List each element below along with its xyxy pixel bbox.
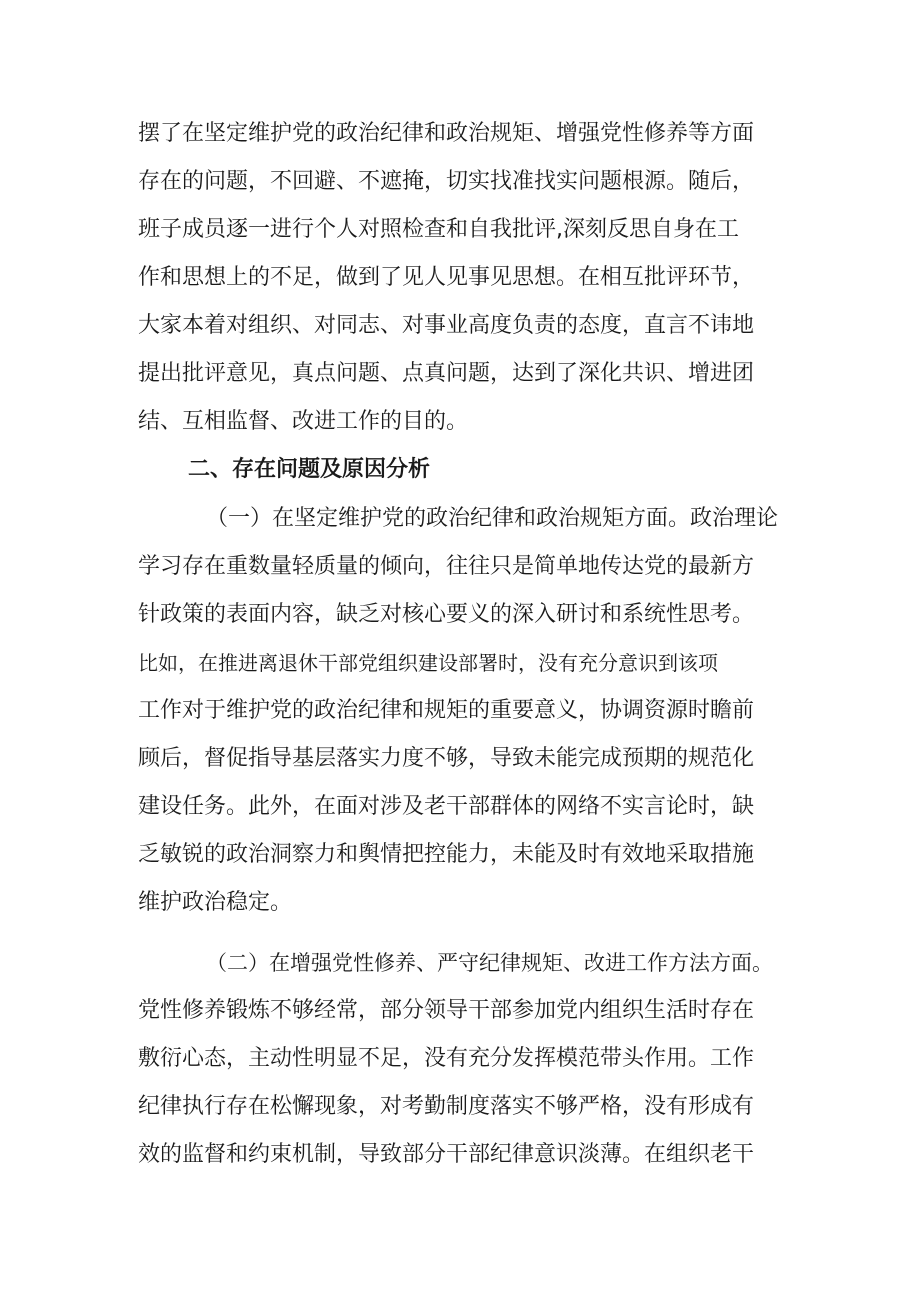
text-line: （一）在坚定维护党的政治纪律和政治规矩方面。政治理论 <box>206 506 779 531</box>
text-line: 结、互相监督、改进工作的目的。 <box>138 409 469 434</box>
text-line: 提出批评意见，真点问题、点真问题，达到了深化共识、增进团 <box>138 361 755 386</box>
section-heading: 二、存在问题及原因分析 <box>188 457 431 482</box>
text-line: （二）在增强党性修养、严守纪律规矩、改进工作方法方面。 <box>206 951 773 975</box>
text-line: 敷衍心态，主动性明显不足，没有充分发挥模范带头作用。工作 <box>138 1046 755 1071</box>
text-line: 学习存在重数量轻质量的倾向，往往只是简单地传达党的最新方 <box>138 554 755 579</box>
text-line: 作和思想上的不足，做到了见人见事见思想。在相互批评环节， <box>138 265 755 290</box>
text-line: 存在的问题，不回避、不遮掩，切实找准找实问题根源。随后， <box>138 169 755 194</box>
text-line: 效的监督和约束机制，导致部分干部纪律意识淡薄。在组织老干 <box>138 1142 755 1167</box>
text-line: 纪律执行存在松懈现象，对考勤制度落实不够严格，没有形成有 <box>138 1094 755 1119</box>
text-line: 顾后，督促指导基层落实力度不够，导致未能完成预期的规范化 <box>138 746 755 771</box>
text-line: 维护政治稳定。 <box>138 890 293 915</box>
text-line: 大家本着对组织、对同志、对事业高度负责的态度，直言不讳地 <box>138 313 755 338</box>
text-line: 针政策的表面内容，缺乏对核心要义的深入研讨和系统性思考。 <box>138 602 755 627</box>
text-line: 比如，在推进离退休干部党组织建设部署时，没有充分意识到该项 <box>138 651 718 675</box>
text-line: 班子成员逐一进行个人对照检查和自我批评,深刻反思自身在工 <box>138 217 739 242</box>
text-line: 摆了在坚定维护党的政治纪律和政治规矩、增强党性修养等方面 <box>138 121 755 146</box>
text-line: 工作对于维护党的政治纪律和规矩的重要意义，协调资源时瞻前 <box>138 698 755 723</box>
text-line: 建设任务。此外，在面对涉及老干部群体的网络不实言论时，缺 <box>138 794 755 819</box>
text-line: 乏敏锐的政治洞察力和舆情把控能力，未能及时有效地采取措施 <box>138 842 755 867</box>
text-line: 党性修养锻炼不够经常，部分领导干部参加党内组织生活时存在 <box>138 998 755 1023</box>
